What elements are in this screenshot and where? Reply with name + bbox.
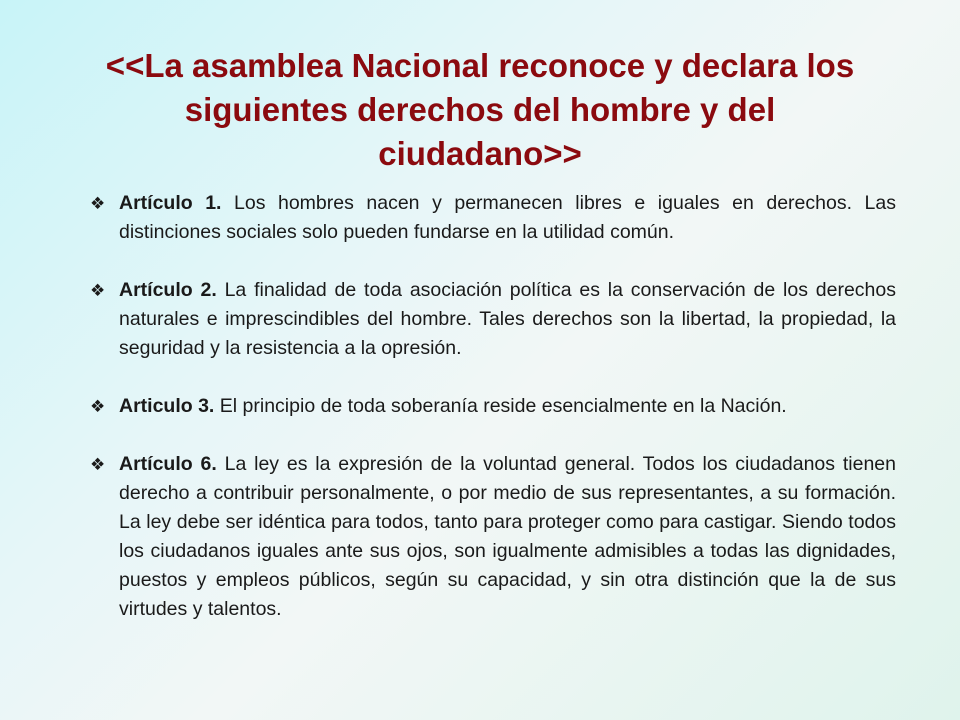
diamond-bullet-icon: ❖: [90, 281, 106, 300]
article-label: Articulo 3.: [119, 395, 215, 417]
article-item: [90, 189, 896, 247]
article-label: Artículo 6.: [119, 453, 217, 475]
article-label: Artículo 1.: [119, 192, 222, 214]
article-text: La ley es la expresión de la voluntad general. Todos los ciudadanos tienen derecho a contribuir personalmente, o por medio de sus representantes, a su formación. La ley debe ser idéntica para todos, tanto para proteger como para castigar. Siendo todos los ciudadanos iguales ante sus ojos, son igualmente admisibles a todas las dignidades, puestos y empleos públicos, según su capacidad, y sin otra distinción que la de sus virtudes y talentos.: [119, 453, 896, 620]
diamond-bullet-icon: ❖: [90, 194, 106, 213]
article-item: [90, 392, 896, 421]
articles-list: [90, 189, 896, 653]
article-label: Artículo 2.: [119, 279, 217, 301]
article-item: [90, 276, 896, 363]
article-text: El principio de toda soberanía reside esencialmente en la Nación.: [219, 395, 787, 417]
diamond-bullet-icon: ❖: [90, 455, 106, 474]
article-text: Los hombres nacen y permanecen libres e iguales en derechos. Las distinciones sociales solo pueden fundarse en la utilidad común.: [119, 192, 896, 243]
diamond-bullet-icon: ❖: [90, 397, 106, 416]
slide-title: <<La asamblea Nacional reconoce y declara los siguientes derechos del hombre y del ciudadano>>: [105, 47, 855, 172]
article-item: [90, 450, 896, 624]
article-text: La finalidad de toda asociación política es la conservación de los derechos naturales e imprescindibles del hombre. Tales derechos son la libertad, la propiedad, la seguridad y la resistencia a la opresión.: [119, 279, 896, 359]
